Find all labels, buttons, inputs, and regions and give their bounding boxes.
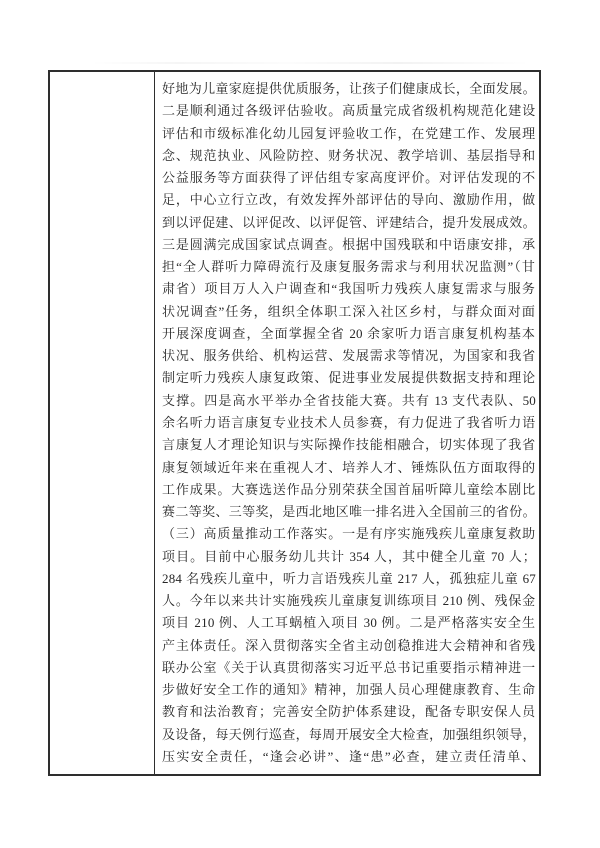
report-text-line: 压实安全责任，“逢会必讲”、逢“患”必查，建立责任清单、 [162, 748, 536, 764]
report-text-line: 足，中心立行立改，有效发挥外部评估的导向、激励作用，做 [162, 192, 536, 208]
report-text-line: 状况、服务供给、机构运营、发展需求等情况，为国家和我省 [162, 348, 536, 364]
report-text-line: 到以评促建、以评促改、以评促管、评建结合，提升发展成效。 [162, 214, 536, 230]
report-text-line: 教育和法治教育；完善安全防护体系建设，配备专职安保人员 [162, 704, 536, 720]
report-text-line: 产主体责任。深入贯彻落实全省主动创稳推进大会精神和省残 [162, 637, 536, 653]
report-text-line: 好地为儿童家庭提供优质服务，让孩子们健康成长，全面发展。 [162, 81, 536, 96]
report-text-line: 项目。目前中心服务幼儿共计 354 人，其中健全儿童 70 人； [162, 548, 536, 564]
report-text-cell [155, 72, 539, 774]
report-text-line: 工作成果。大赛选送作品分别荣获全国首届听障儿童绘本剧比 [162, 481, 536, 497]
report-text-line: 二是顺利通过各级评估验收。高质量完成省级机构规范化建设 [162, 103, 536, 119]
scan-artifact [90, 62, 530, 64]
report-text-line: 开展深度调查，全面掌握全省 20 余家听力语言康复机构基本 [162, 325, 536, 341]
report-text-line: 担“全人群听力障碍流行及康复服务需求与利用状况监测”（甘 [162, 259, 536, 275]
report-text-line: （三）高质量推动工作落实。一是有序实施残疾儿童康复救助 [162, 526, 536, 542]
report-text-line: 项目 210 例、人工耳蜗植入项目 30 例。二是严格落实安全生 [162, 615, 536, 631]
report-text-line: 步做好安全工作的通知》精神，加强人员心理健康教育、生命 [162, 682, 536, 698]
report-text-line: 及设备，每天例行巡查，每周开展安全大检查，加强组织领导， [162, 726, 536, 742]
report-text-line: 评估和市级标准化幼儿园复评验收工作，在党建工作、发展理 [162, 125, 536, 141]
report-text-line: 人。今年以来共计实施残疾儿童康复训练项目 210 例、残保金 [162, 593, 536, 609]
report-text-line: 公益服务等方面获得了评估组专家高度评价。对评估发现的不 [162, 170, 536, 186]
report-text-line: 联办公室《关于认真贯彻落实习近平总书记重要指示精神进一 [162, 659, 536, 675]
report-text-line: 康复领域近年来在重视人才、培养人才、锤炼队伍方面取得的 [162, 459, 536, 475]
report-text-line: 支撑。四是高水平举办全省技能大赛。共有 13 支代表队、50 [162, 392, 536, 408]
report-text-line: 三是圆满完成国家试点调查。根据中国残联和中语康安排，承 [162, 236, 536, 252]
report-text-line: 言康复人才理论知识与实际操作技能相融合，切实体现了我省 [162, 437, 536, 453]
report-text-line: 肃省）项目万人入户调查和“我国听力残疾人康复需求与服务 [162, 281, 536, 297]
report-text-line: 制定听力残疾人康复政策、促进事业发展提供数据支持和理论 [162, 370, 536, 386]
report-table [48, 70, 541, 776]
report-text-line: 念、规范执业、风险防控、财务状况、教学培训、基层指导和 [162, 147, 536, 163]
report-text-line: 284 名残疾儿童中，听力言语残疾儿童 217 人，孤独症儿童 67 [162, 570, 536, 586]
table-label-cell-empty [50, 72, 155, 774]
report-text-line: 余名听力语言康复专业技术人员参赛，有力促进了我省听力语 [162, 414, 536, 430]
report-text-line: 状况调查”任务，组织全体职工深入社区乡村，与群众面对面 [162, 303, 536, 319]
report-text-line: 赛二等奖、三等奖，是西北地区唯一排名进入全国前三的省份。 [162, 504, 536, 520]
